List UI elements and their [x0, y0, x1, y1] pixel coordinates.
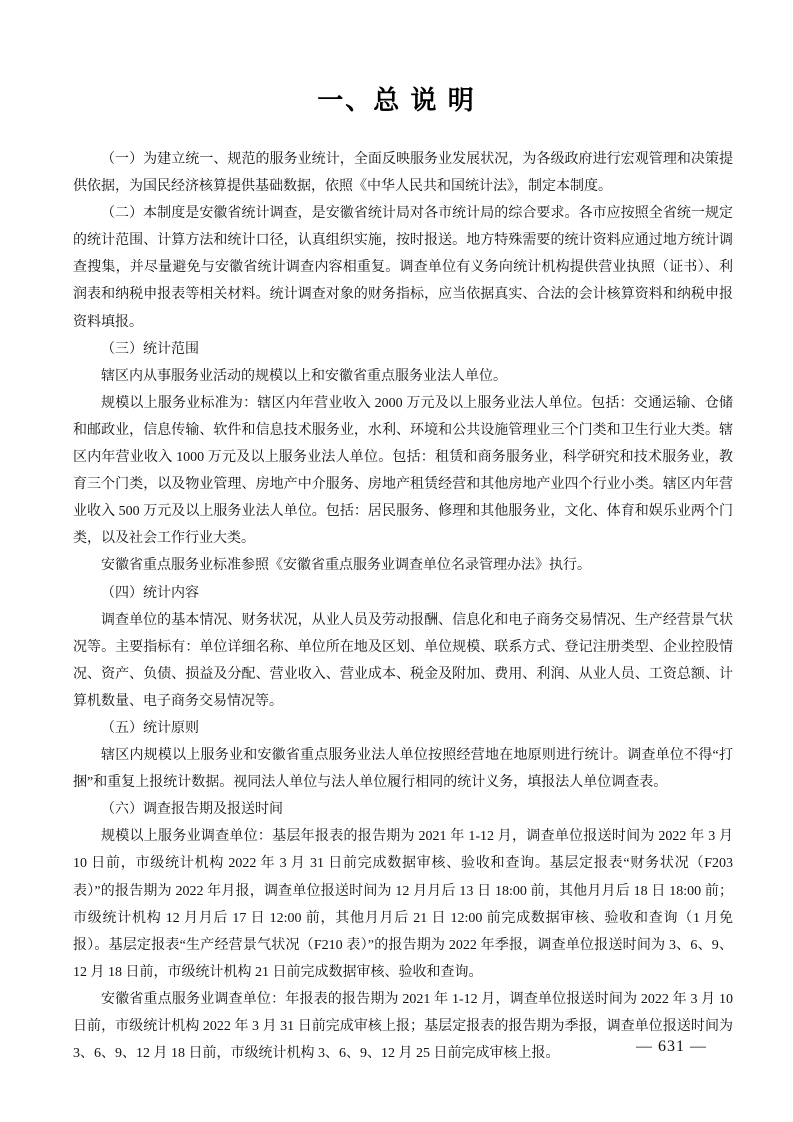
para-content-indicators: 调查单位的基本情况、财务状况，从业人员及劳动报酬、信息化和电子商务交易情况、生产经营景气状况等。主要指标有：单位详细名称、单位所在地及区划、单位规模、联系方式、登记注册类型、企业控股情况、资产、负债、损益及分配、营业收入、营业成本、税金及附加、费用、利润、从业人员、工资总额、计算机数量、电子商务交易情况等。	[73, 612, 733, 709]
para-system-requirements: （二）本制度是安徽省统计调查，是安徽省统计局对各市统计局的综合要求。各市应按照全省统一规定的统计范围、计算方法和统计口径，认真组织实施，按时报送。地方特殊需要的统计资料应通过地方统计调查搜集，并尽量避免与安徽省统计调查内容相重复。调查单位有义务向统计机构提供营业执照（证书）、利润表和纳税申报表等相关材料。统计调查对象的财务指标，应当依据真实、合法的会计核算资料和纳税申报资料填报。	[73, 206, 733, 330]
document-body	[73, 146, 733, 1067]
para-scope-units: 辖区内从事服务业活动的规模以上和安徽省重点服务业法人单位。	[101, 368, 507, 384]
page-number: — 631 —	[636, 1038, 707, 1055]
para-purpose: （一）为建立统一、规范的服务业统计，全面反映服务业发展状况，为各级政府进行宏观管理和决策提供依据，为国民经济核算提供基础数据，依照《中华人民共和国统计法》，制定本制度。	[73, 152, 733, 195]
para-scale-standards: 规模以上服务业标准为：辖区内年营业收入 2000 万元及以上服务业法人单位。包括：交通运输、仓储和邮政业，信息传输、软件和信息技术服务业，水利、环境和公共设施管理业三个门类和卫生行业大类。辖区内年营业收入 1000 万元及以上服务业法人单位。包括：租赁和商务服务业，科学研究和技术服务业，教育三个门类，以及物业管理、房地产中介服务、房地产租赁经营和其他房地产业四个行业小类。辖区内年营业收入 500 万元及以上服务业法人单位。包括：居民服务、修理和其他服务业，文化、体育和娱乐业两个门类，以及社会工作行业大类。	[73, 395, 733, 547]
para-principles: 辖区内规模以上服务业和安徽省重点服务业法人单位按照经营地在地原则进行统计。调查单位不得“打捆”和重复上报统计数据。视同法人单位与法人单位履行相同的统计义务，填报法人单位调查表。	[73, 748, 733, 791]
heading-reporting-period: （六）调查报告期及报送时间	[101, 802, 283, 818]
heading-statistical-content: （四）统计内容	[101, 585, 199, 601]
heading-statistical-principles: （五）统计原则	[101, 720, 199, 736]
heading-statistical-scope: （三）统计范围	[101, 341, 199, 357]
page-title: 一、总 说 明	[317, 85, 476, 115]
para-key-services-reporting: 安徽省重点服务业调查单位：年报表的报告期为 2021 年 1-12 月，调查单位报送时间为 2022 年 3 月 10 日前，市级统计机构 2022 年 3 月 31 日前完成审核上报；基层定报表的报告期为季报，调查单位报送时间为 3、6、9、12 月 18 日前，市级统计机构 3、6、9、12 月 25 日前完成审核上报。	[73, 991, 733, 1062]
para-above-scale-reporting: 规模以上服务业调查单位：基层年报表的报告期为 2021 年 1-12 月，调查单位报送时间为 2022 年 3 月 10 日前，市级统计机构 2022 年 3 月 31 日前完成数据审核、验收和查询。基层定报表“财务状况（F203 表）”的报告期为 2022 年月报，调查单位报送时间为 12 月月后 13 日 18:00 前，其他月月后 18 日 18:00 前；市级统计机构 12 月月后 17 日 12:00 前，其他月月后 21 日 12:00 前完成数据审核、验收和查询（1 月免报）。基层定报表“生产经营景气状况（F210 表）”的报告期为 2022 年季报，调查单位报送时间为 3、6、9、12 月 18 日前，市级统计机构 21 日前完成数据审核、验收和查询。	[73, 829, 733, 980]
para-key-services-standard: 安徽省重点服务业标准参照《安徽省重点服务业调查单位名录管理办法》执行。	[101, 558, 591, 574]
